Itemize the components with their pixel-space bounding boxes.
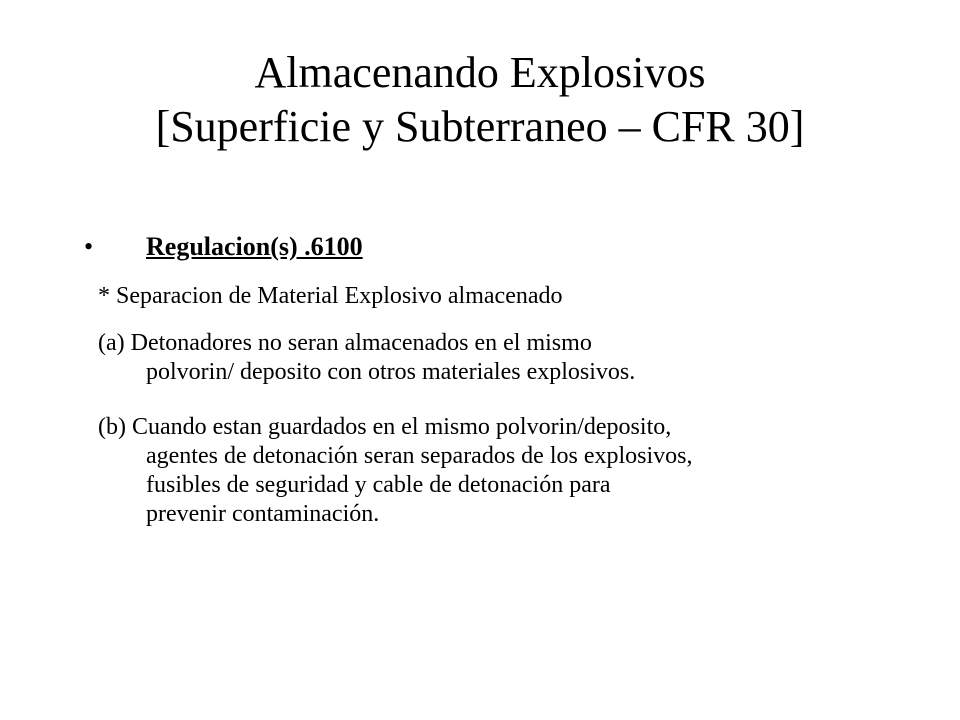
paragraph-b-line-4: prevenir contaminación. xyxy=(146,501,380,527)
paragraph-a-line-2: polvorin/ deposito con otros materiales explosivos. xyxy=(146,359,636,385)
separation-text: * Separacion de Material Explosivo almacenado xyxy=(98,283,563,309)
paragraph-b-line-3: fusibles de seguridad y cable de detonación para xyxy=(146,472,611,498)
title-line-2: [Superficie y Subterraneo – CFR 30] xyxy=(155,102,805,151)
regulation-heading: Regulacion(s) .6100 xyxy=(146,232,363,261)
paragraph-b-line-2: agentes de detonación seran separados de los explosivos, xyxy=(146,443,693,469)
paragraph-a-line-1: (a) Detonadores no seran almacenados en el mismo xyxy=(98,330,592,356)
paragraph-b xyxy=(98,413,693,529)
title-line-1: Almacenando Explosivos xyxy=(254,48,706,97)
separation-line xyxy=(98,282,563,311)
slide-title xyxy=(80,46,880,154)
paragraph-a xyxy=(98,329,635,387)
paragraph-b-line-1: (b) Cuando estan guardados en el mismo polvorin/deposito, xyxy=(98,414,672,440)
bullet-icon: • xyxy=(84,232,94,261)
